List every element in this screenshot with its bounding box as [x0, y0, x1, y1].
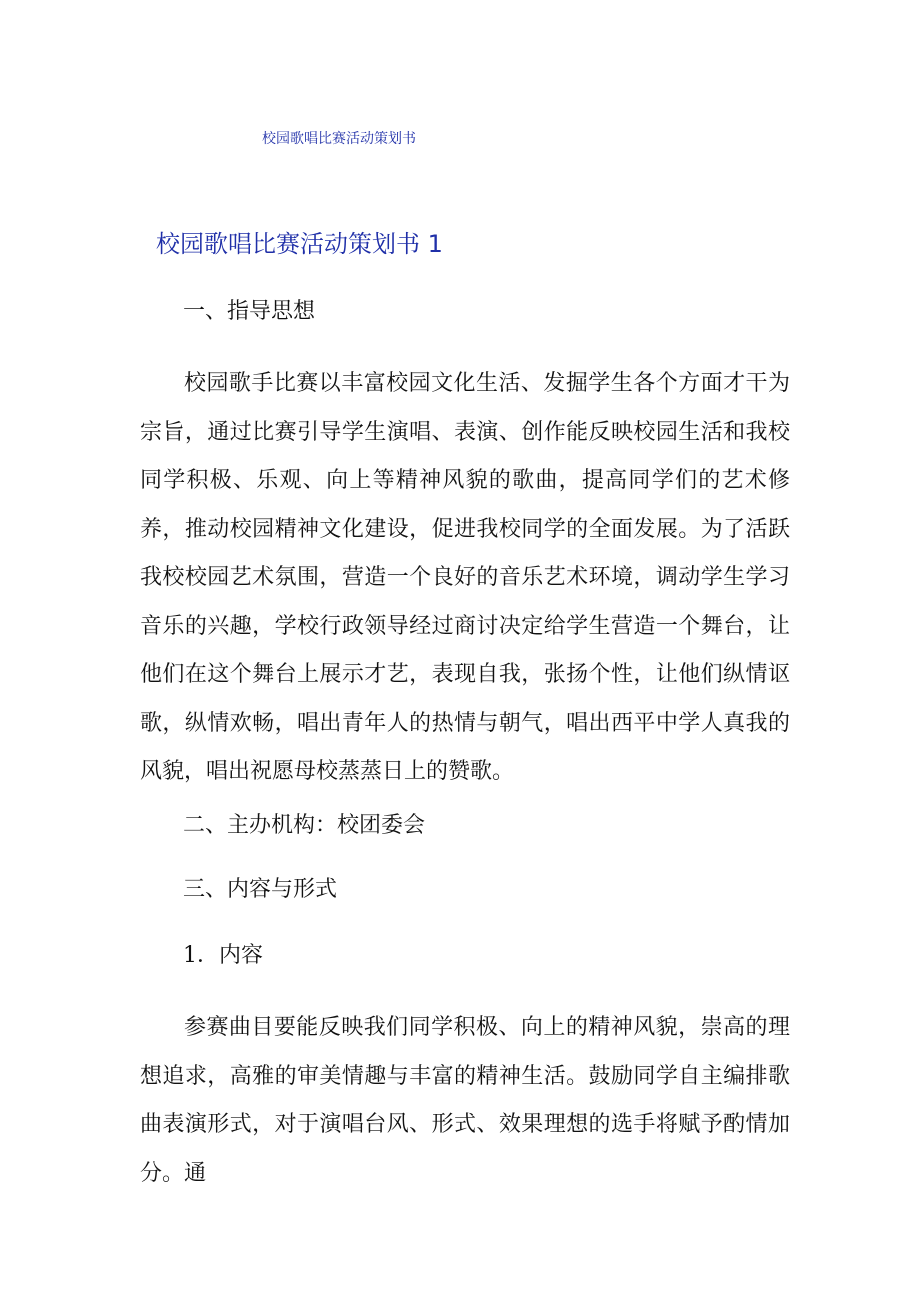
section-heading-content-and-form: 三、内容与形式 [183, 877, 338, 902]
subsection-paragraph-content: 参赛曲目要能反映我们同学积极、向上的精神风貌，崇高的理想追求，高雅的审美情趣与丰富的精神生活。鼓励同学自主编排歌曲表演形式，对于演唱台风、形式、效果理想的选手将赋予酌情加分。通 [140, 1015, 790, 1186]
section-heading-guiding-ideology: 一、指导思想 [183, 299, 316, 324]
document-title: 校园歌唱比赛活动策划书 1 [156, 230, 443, 258]
subsection-heading-content: 1．内容 [183, 943, 263, 968]
section-heading-organizer: 二、主办机构：校团委会 [183, 813, 426, 838]
running-header-title: 校园歌唱比赛活动策划书 [262, 131, 416, 147]
section-paragraph-guiding-ideology: 校园歌手比赛以丰富校园文化生活、发掘学生各个方面才干为宗旨，通过比赛引导学生演唱、表演、创作能反映校园生活和我校同学积极、乐观、向上等精神风貌的歌曲，提高同学们的艺术修养，推动校园精神文化建设，促进我校同学的全面发展。为了活跃我校校园艺术氛围，营造一个良好的音乐艺术环境，调动学生学习音乐的兴趣，学校行政领导经过商讨决定给学生营造一个舞台，让他们在这个舞台上展示才艺，表现自我，张扬个性，让他们纵情讴歌，纵情欢畅，唱出青年人的热情与朝气，唱出西平中学人真我的风貌，唱出祝愿母校蒸蒸日上的赞歌。 [140, 371, 790, 784]
